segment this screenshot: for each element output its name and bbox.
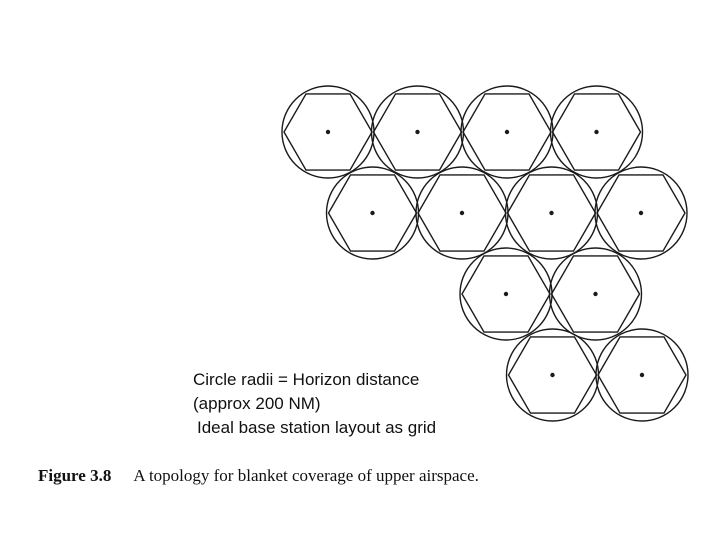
coverage-cell xyxy=(282,86,374,178)
coverage-cell xyxy=(461,86,553,178)
base-station-dot xyxy=(639,211,643,215)
note-approx-distance: (approx 200 NM) xyxy=(193,394,321,413)
note-layout: Ideal base station layout as grid xyxy=(197,418,437,437)
coverage-cell xyxy=(416,167,508,259)
caption-text: A topology for blanket coverage of upper airspace. xyxy=(133,466,479,485)
base-station-dot xyxy=(549,211,553,215)
coverage-cell xyxy=(550,248,642,340)
coverage-cell xyxy=(551,86,643,178)
base-station-dot xyxy=(593,292,597,296)
figure-label: Figure 3.8 xyxy=(38,466,112,485)
base-station-dot xyxy=(594,130,598,134)
base-station-dot xyxy=(504,292,508,296)
coverage-cell xyxy=(327,167,419,259)
base-station-dot xyxy=(415,130,419,134)
coverage-cell xyxy=(507,329,599,421)
base-station-dot xyxy=(460,211,464,215)
coverage-cell xyxy=(595,167,687,259)
coverage-cell xyxy=(596,329,688,421)
base-station-dot xyxy=(550,373,554,377)
note-circle-radii: Circle radii = Horizon distance xyxy=(193,370,420,389)
coverage-cell xyxy=(506,167,598,259)
base-station-dot xyxy=(505,130,509,134)
base-station-dot xyxy=(640,373,644,377)
base-station-dot xyxy=(326,130,330,134)
coverage-cell xyxy=(460,248,552,340)
figure-caption xyxy=(38,466,479,486)
coverage-cell xyxy=(372,86,464,178)
base-station-dot xyxy=(370,211,374,215)
